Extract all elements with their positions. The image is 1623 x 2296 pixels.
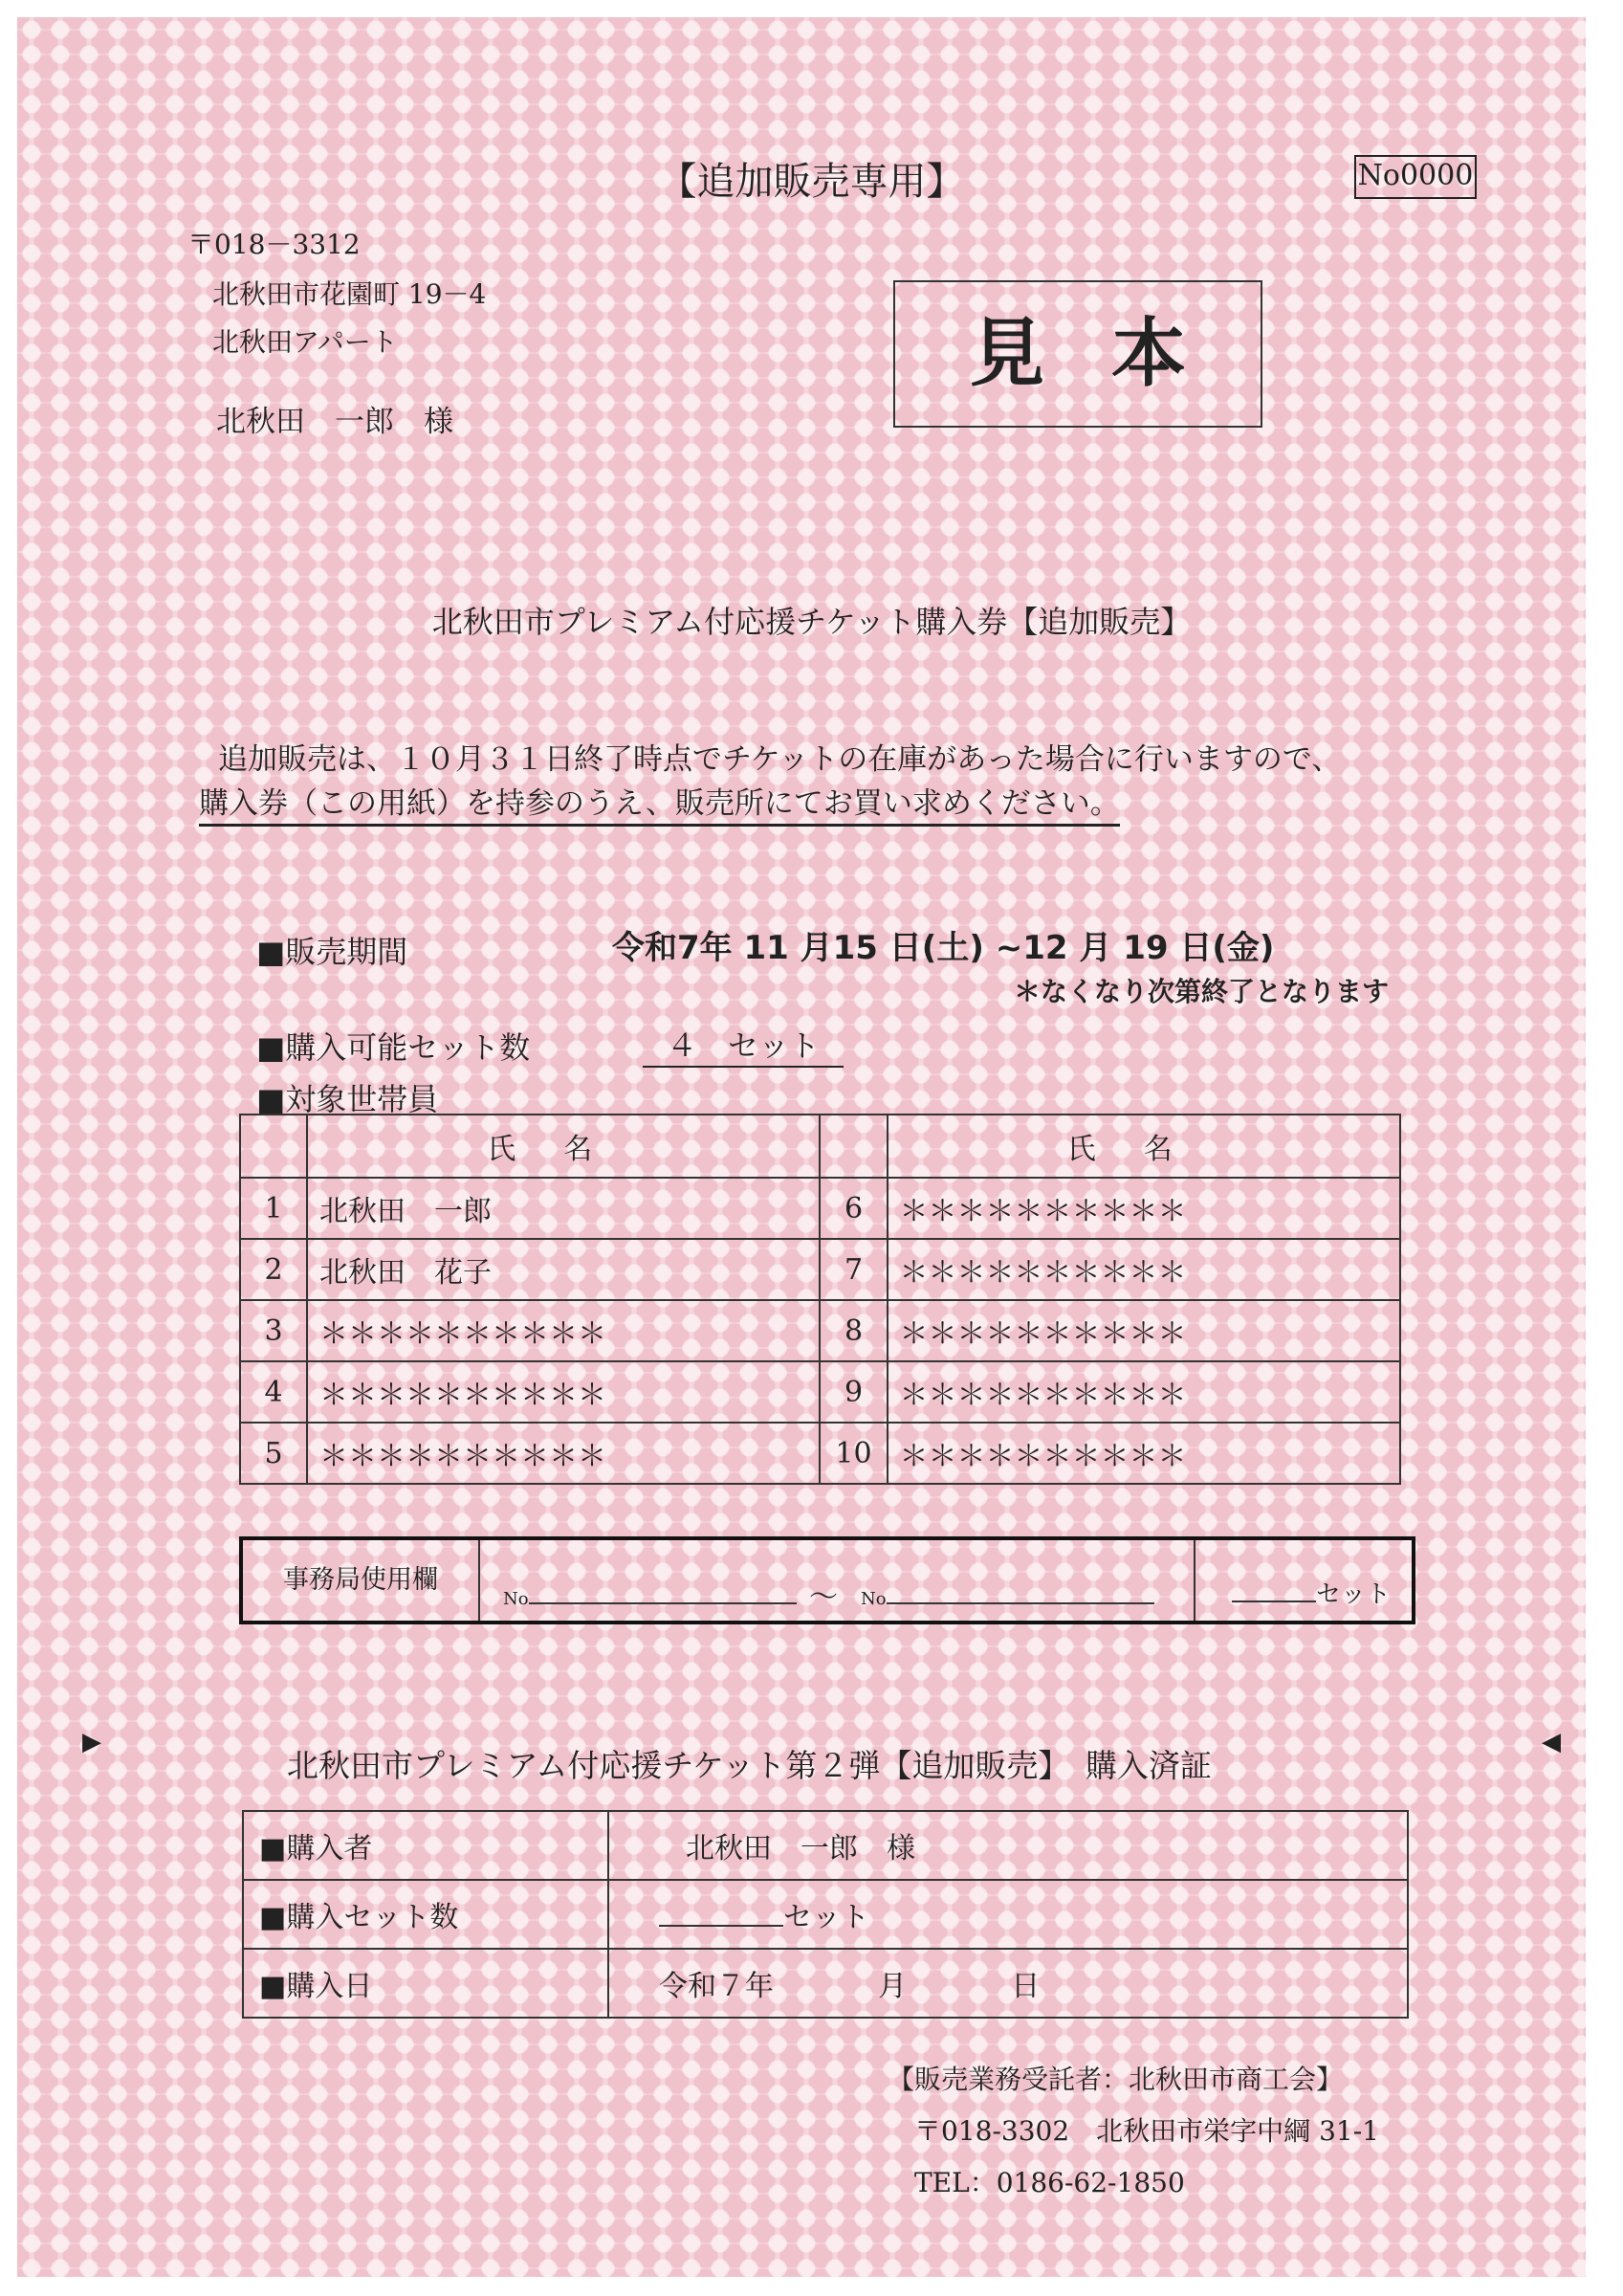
purchase-date-month: 月 (878, 1970, 908, 2003)
sample-stamp: 見本 (893, 280, 1262, 428)
table-row (240, 1239, 1400, 1300)
member-number: 8 (820, 1300, 887, 1361)
recipient-address-line1: 北秋田市花園町 19－4 (212, 278, 487, 310)
notice-line-2: 購入券（この用紙）を持参のうえ、販売所にてお買い求めください。 (199, 779, 1120, 827)
household-members-table (239, 1114, 1401, 1485)
no-to-blank (887, 1602, 1154, 1604)
contractor-info: 【販売業務受託者：北秋田市商工会】 (888, 2064, 1344, 2095)
member-name: 北秋田 花子 (307, 1239, 820, 1300)
office-sets-suffix: セット (1316, 1580, 1392, 1609)
no-label: No (503, 1589, 529, 1609)
office-sets-cell (1194, 1540, 1417, 1621)
header-num-cell (240, 1115, 307, 1178)
member-name: ＊＊＊＊＊＊＊＊＊＊ (307, 1361, 820, 1423)
header-num-cell (820, 1115, 887, 1178)
member-name: ＊＊＊＊＊＊＊＊＊＊ (307, 1300, 820, 1361)
office-sets-field (1232, 1575, 1391, 1610)
purchased-sets-blank (659, 1925, 783, 1927)
member-name: ＊＊＊＊＊＊＊＊＊＊ (888, 1178, 1400, 1239)
range-tilde: ～ (809, 1580, 838, 1614)
purchased-sets-suffix: セット (783, 1901, 869, 1934)
member-name: ＊＊＊＊＊＊＊＊＊＊ (888, 1239, 1400, 1300)
page-heading: 【追加販売専用】 (658, 160, 965, 204)
sale-period-label: ■販売期間 (256, 934, 408, 970)
office-no-from (503, 1582, 797, 1611)
table-header-row (240, 1115, 1400, 1178)
no-from-blank (529, 1602, 797, 1604)
cut-mark-left: ▶ (82, 1728, 101, 1756)
sale-period-value: 令和7年 11 月15 日(土) ~12 月 19 日(金) (612, 929, 1275, 967)
available-sets-value: ４ セット (643, 1022, 844, 1068)
member-number: 5 (240, 1423, 307, 1484)
header-name-right: 氏名 (888, 1115, 1400, 1178)
member-name: 北秋田 一郎 (307, 1178, 820, 1239)
office-use-label: 事務局使用欄 (243, 1540, 480, 1621)
purchase-date-field (608, 1949, 1408, 2018)
member-number: 9 (820, 1361, 887, 1423)
buyer-label: ■購入者 (243, 1811, 608, 1880)
purchase-date-day: 日 (1011, 1970, 1041, 2003)
voucher-title: 北秋田市プレミアム付応援チケット購入券【追加販売】 (431, 604, 1192, 640)
table-row (240, 1361, 1400, 1423)
member-name: ＊＊＊＊＊＊＊＊＊＊ (888, 1300, 1400, 1361)
members-label: ■対象世帯員 (256, 1081, 439, 1117)
sale-period-note: ＊なくなり次第終了となります (1014, 976, 1390, 1007)
recipient-name: 北秋田 一郎 様 (216, 405, 453, 439)
purchase-date-era: 令和７年 (659, 1970, 774, 2003)
purchase-date-label: ■購入日 (243, 1949, 608, 2018)
member-number: 1 (240, 1178, 307, 1239)
no-label: No (861, 1589, 887, 1609)
recipient-postal: 〒018－3312 (187, 229, 361, 260)
purchased-sets-label: ■購入セット数 (243, 1880, 608, 1949)
purchased-sets-field (608, 1880, 1408, 1949)
buyer-value: 北秋田 一郎 様 (608, 1811, 1408, 1880)
member-name: ＊＊＊＊＊＊＊＊＊＊ (307, 1423, 820, 1484)
member-number: 2 (240, 1239, 307, 1300)
table-row (243, 1880, 1408, 1949)
contractor-address: 〒018-3302 北秋田市栄字中綱 31-1 (914, 2115, 1379, 2147)
member-number: 7 (820, 1239, 887, 1300)
member-number: 4 (240, 1361, 307, 1423)
table-row (240, 1300, 1400, 1361)
office-sets-blank (1232, 1601, 1316, 1602)
table-row (240, 1423, 1400, 1484)
office-no-to (861, 1582, 1154, 1611)
member-number: 3 (240, 1300, 307, 1361)
purchase-receipt-table (242, 1810, 1409, 2019)
table-row (243, 1811, 1408, 1880)
table-row (243, 1949, 1408, 2018)
serial-number: No0000 (1354, 155, 1477, 199)
receipt-title: 北秋田市プレミアム付応援チケット第２弾【追加販売】 購入済証 (287, 1747, 1212, 1784)
table-row (240, 1178, 1400, 1239)
member-number: 6 (820, 1178, 887, 1239)
contractor-tel: TEL：0186-62-1850 (914, 2167, 1185, 2198)
member-number: 10 (820, 1423, 887, 1484)
cut-mark-right: ◀ (1542, 1728, 1561, 1756)
member-name: ＊＊＊＊＊＊＊＊＊＊ (888, 1423, 1400, 1484)
member-name: ＊＊＊＊＊＊＊＊＊＊ (888, 1361, 1400, 1423)
recipient-address-line2: 北秋田アパート (212, 326, 398, 358)
office-use-box (239, 1536, 1415, 1624)
notice-line-1: 追加販売は、１０月３１日終了時点でチケットの在庫があった場合に行いますので、 (218, 742, 1342, 777)
header-name-left: 氏名 (307, 1115, 820, 1178)
available-sets-label: ■購入可能セット数 (256, 1029, 531, 1066)
